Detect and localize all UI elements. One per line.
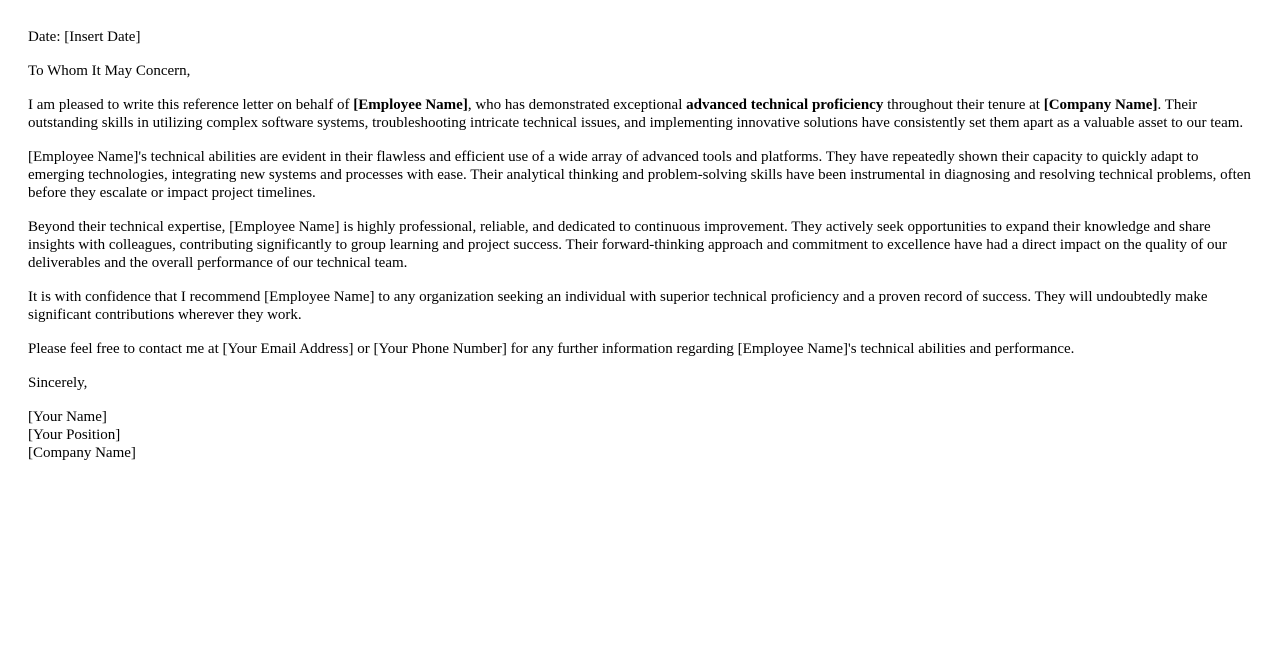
- intro-text-3: throughout their tenure at: [883, 97, 1044, 113]
- company-name-bold: [Company Name]: [1043, 97, 1158, 113]
- signer-company: [Company Name]: [28, 445, 136, 461]
- intro-text-1: I am pleased to write this reference letter on behalf of: [28, 97, 354, 113]
- intro-text-4: . Their outstanding skills in utilizing complex software systems, troubleshooting intricate technical issues, and implementing innovative solutions have consistently set them apart as a valuable asset to our team.: [28, 97, 1244, 131]
- reference-letter: [28, 28, 1252, 462]
- signature-block: [28, 408, 1252, 462]
- closing: Sincerely,: [28, 375, 88, 391]
- signer-position: [Your Position]: [28, 427, 121, 443]
- intro-text-2: , who has demonstrated exceptional: [467, 97, 687, 113]
- contact-paragraph: Please feel free to contact me at [Your Email Address] or [Your Phone Number] for any further information regarding [Employee Name]'s technical abilities and performance.: [28, 341, 1075, 357]
- employee-name-bold: [Employee Name]: [353, 97, 468, 113]
- date-line: Date: [Insert Date]: [28, 29, 141, 45]
- salutation: To Whom It May Concern,: [28, 63, 191, 79]
- recommendation-paragraph: It is with confidence that I recommend [Employee Name] to any organization seeking an individual with superior technical proficiency and a proven record of success. They will undoubtedly make significant contributions wherever they work.: [28, 289, 1208, 323]
- professionalism-paragraph: Beyond their technical expertise, [Employee Name] is highly professional, reliable, and dedicated to continuous improvement. They actively seek opportunities to expand their knowledge and share insights with colleagues, contributing significantly to group learning and project success. Their forward-thinking approach and commitment to excellence have had a direct impact on the quality of our deliverables and the overall performance of our technical team.: [28, 219, 1227, 271]
- signer-name: [Your Name]: [28, 409, 107, 425]
- intro-paragraph: [28, 96, 1252, 132]
- technical-abilities-paragraph: [Employee Name]'s technical abilities are evident in their flawless and efficient use of a wide array of advanced tools and platforms. They have repeatedly shown their capacity to quickly adapt to emerging technologies, integrating new systems and processes with ease. Their analytical thinking and problem-solving skills have been instrumental in diagnosing and resolving technical problems, often before they escalate or impact project timelines.: [28, 149, 1251, 201]
- proficiency-bold: advanced technical proficiency: [686, 97, 884, 113]
